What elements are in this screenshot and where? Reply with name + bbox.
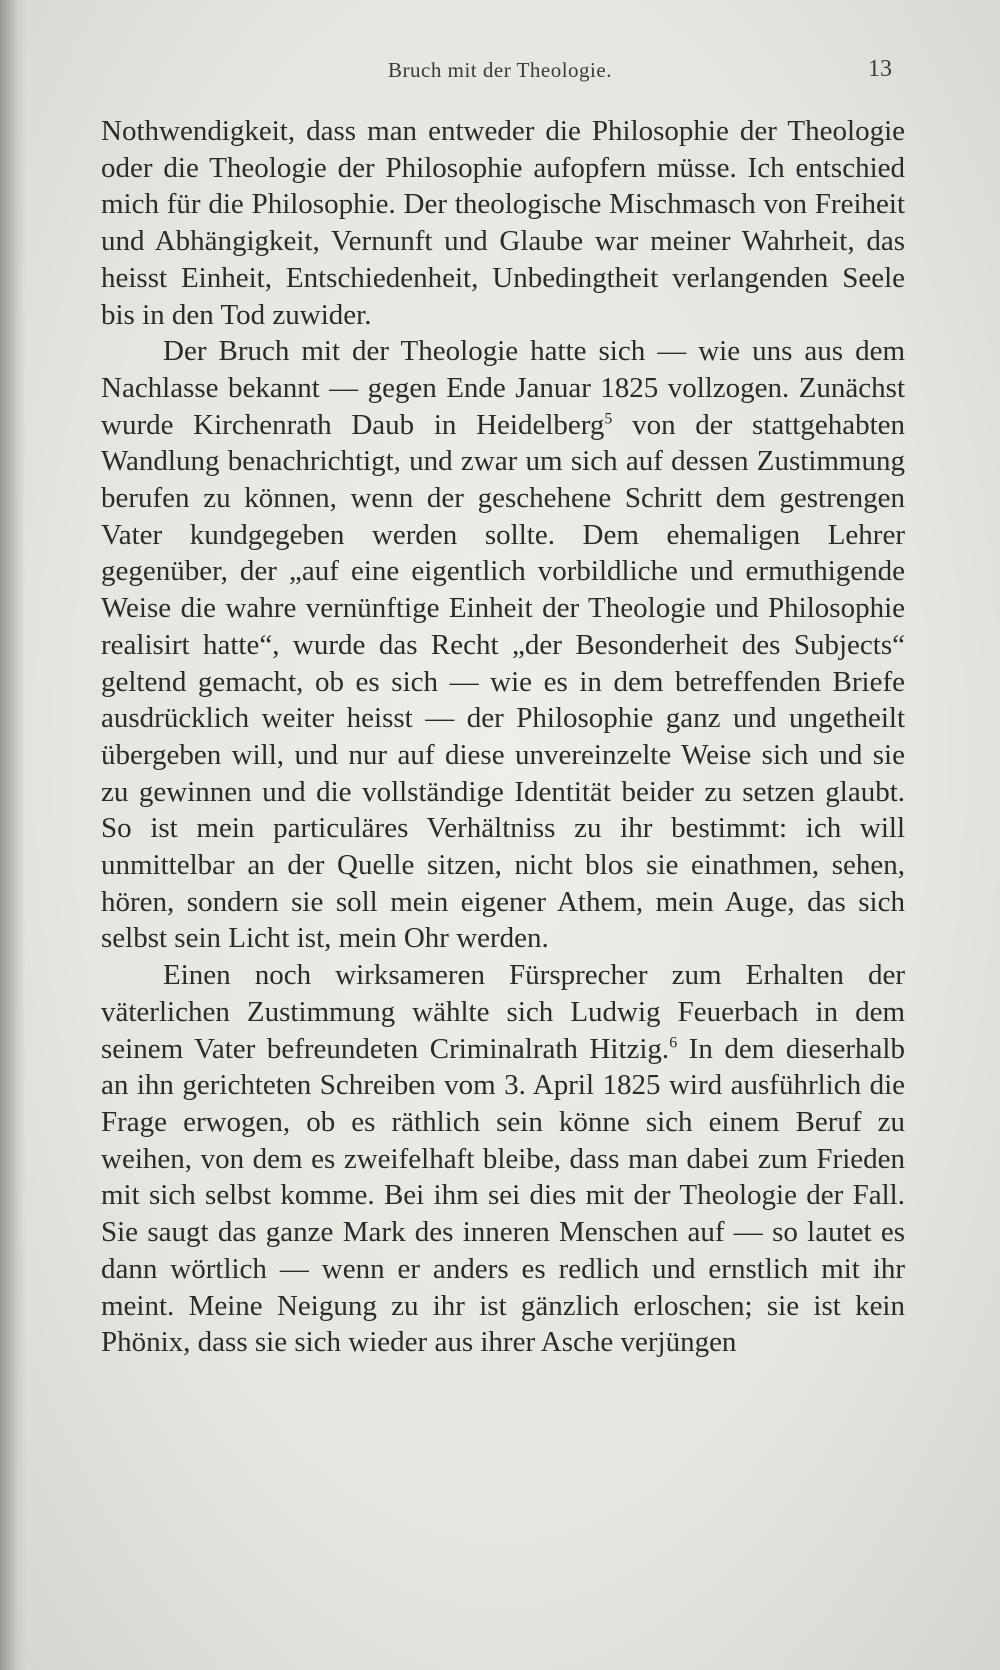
footnote-ref-5: 5: [604, 409, 613, 427]
paragraph-3-text-a: Einen noch wirksameren Fürsprecher zum Erhalten der väterlichen Zustimmung wählte sich Ludwig Feuerbach in dem seinem Vater befreundeten Criminalrath Hitzig.: [101, 959, 905, 1065]
paragraph-2-text-a: Der Bruch mit der Theologie hatte sich — wie uns aus dem Nachlasse bekannt — gegen Ende Januar 1825 vollzogen. Zunächst wurde Kirchenrath Daub in Heidelberg: [101, 335, 905, 441]
footnote-ref-6: 6: [669, 1033, 678, 1051]
paragraph-3: [101, 957, 905, 1361]
paragraph-1-text: Nothwendigkeit, dass man entweder die Philosophie der Theologie oder die Theologie der Philosophie aufopfern müsse. Ich entschied mich für die Philosophie. Der theologische Mischmasch von Freiheit und Abhängigkeit, Vernunft und Glaube war meiner Wahrheit, das heisst Einheit, Entschiedenheit, Unbedingtheit verlangenden Seele bis in den Tod zuwider.: [101, 115, 905, 331]
paragraph-3-text-b: In dem dieserhalb an ihn gerichteten Schreiben vom 3. April 1825 wird ausführlich die Frage erwogen, ob es räthlich sein könne sich einem Beruf zu weihen, von dem es zweifelhaft bleibe, dass man dabei zum Frieden mit sich selbst komme. Bei ihm sei dies mit der Theologie der Fall. Sie saugt das ganze Mark des inneren Menschen auf — so lautet es dann wörtlich — wenn er anders es redlich und ernstlich mit ihr meint. Meine Neigung zu ihr ist gänzlich erloschen; sie ist kein Phönix, dass sie sich wieder aus ihrer Asche verjüngen: [101, 1032, 905, 1359]
paragraph-2: [101, 333, 905, 957]
body-text: [101, 113, 905, 1361]
running-head: [100, 58, 900, 88]
page-number: 13: [868, 56, 892, 82]
running-title: Bruch mit der Theologie.: [388, 58, 612, 82]
page-gutter-shadow: [0, 0, 26, 1670]
paragraph-1: [101, 113, 905, 333]
paragraph-2-text-b: von der stattgehabten Wandlung benachrichtigt, und zwar um sich auf dessen Zustimmung berufen zu können, wenn der geschehene Schritt dem gestrengen Vater kundgegeben werden sollte. Dem ehemaligen Lehrer gegenüber, der „auf eine eigentlich vorbildliche und ermuthigende Weise die wahre vernünftige Einheit der Theologie und Philosophie realisirt hatte“, wurde das Recht „der Besonderheit des Subjects“ geltend gemacht, ob es sich — wie es in dem betreffenden Briefe ausdrücklich weiter heisst — der Philosophie ganz und ungetheilt übergeben will, und nur auf diese unvereinzelte Weise sich und sie zu gewinnen und die vollständige Identität beider zu setzen glaubt. So ist mein particuläres Verhältniss zu ihr bestimmt: ich will unmittelbar an der Quelle sitzen, nicht blos sie einathmen, sehen, hören, sondern sie soll mein eigener Athem, mein Auge, das sich selbst sein Licht ist, mein Ohr werden.: [101, 408, 906, 955]
